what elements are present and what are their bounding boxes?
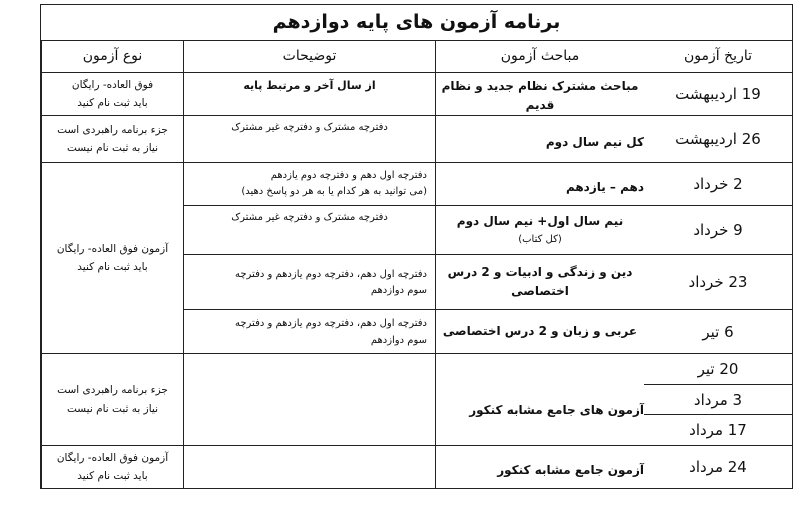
type-free3-line1: آزمون فوق العاده- رایگان (56, 451, 169, 464)
type-free-line2: باید ثبت نام کنید (77, 97, 148, 109)
row-8-date: 24 مرداد (689, 458, 747, 476)
row-5-topic-line2: اختصاصی (511, 284, 569, 298)
row-5-date: 23 خرداد (644, 255, 792, 310)
row-6-date: 6 تیر (644, 310, 792, 354)
row-2-date: 26 اردیبهشت (644, 116, 792, 163)
header-type: نوع آزمون (41, 40, 183, 73)
type-guide-line1: جزء برنامه راهبردی است (57, 123, 168, 136)
row-7-date-1: 20 تیر (644, 354, 792, 385)
exam-schedule-table (40, 4, 793, 489)
row-4-topic-main: نیم سال اول+ نیم سال دوم (456, 214, 624, 229)
row-8-topic: آزمون جامع مشابه کنکور (435, 446, 644, 488)
row-6-topic: عربی و زبان و 2 درس اختصاصی (435, 310, 644, 354)
header-date: تاریخ آزمون (644, 40, 792, 73)
row-4-date: 9 خرداد (644, 206, 792, 255)
row-2-type (41, 116, 183, 163)
row-5-description-line1: دفترچه اول دهم، دفترچه دوم یازدهم و دفترچه (234, 268, 427, 280)
row-3-date: 2 خرداد (644, 163, 792, 206)
rows-3-6-type (41, 163, 183, 354)
table-title: برنامه آزمون های پایه دوازدهم (41, 5, 792, 41)
row-6-description-line1: دفترچه اول دهم، دفترچه دوم یازدهم و دفترچه (234, 318, 427, 329)
row-7-topic: آزمون های جامع مشابه کنکور (435, 354, 644, 446)
row-8-description (183, 446, 435, 488)
row-5-topic-line1: دین و زندگی و ادبیات و 2 درس (447, 264, 633, 279)
row-7-type (41, 354, 183, 446)
row-5-description-line2: سوم دوازدهم (370, 285, 427, 296)
row-3-topic: دهم – یازدهم (435, 163, 644, 206)
type-free3-line2: باید ثبت نام کنید (77, 470, 148, 482)
type-free2-line2: باید ثبت نام کنید (77, 261, 148, 273)
row-1-date: 19 اردیبهشت (644, 73, 792, 116)
row-6-description-line2: سوم دوازدهم (370, 334, 427, 346)
type-free2-line1: آزمون فوق العاده- رایگان (56, 242, 169, 255)
row-3-description-line1: دفترچه اول دهم و دفترچه دوم یازدهم (270, 169, 427, 181)
row-7-description (183, 354, 435, 446)
header-description: توضیحات (183, 40, 435, 73)
row-1-description: از سال آخر و مرتبط پایه (183, 73, 435, 116)
row-6-description (183, 310, 435, 354)
type-free-line1: فوق العاده- رایگان (71, 78, 154, 91)
type-guide2-line1: جزء برنامه راهبردی است (57, 384, 168, 397)
row-3-description (183, 163, 435, 206)
row-2-topic: کل نیم سال دوم (435, 116, 644, 163)
row-1-type (41, 73, 183, 116)
row-5-description (183, 255, 435, 310)
row-7-date-3: 17 مرداد (644, 415, 792, 446)
type-guide2-line2: نیاز به ثبت نام نیست (66, 402, 159, 415)
row-2-description: دفترچه مشترک و دفترچه غیر مشترک (183, 116, 435, 163)
row-3-description-line2: (می توانید به هر کدام یا به هر دو پاسخ دهید) (241, 186, 427, 197)
row-4-topic (435, 206, 644, 255)
row-4-description: دفترچه مشترک و دفترچه غیر مشترک (183, 206, 435, 255)
row-7-date-2: 3 مرداد (644, 385, 792, 415)
row-1-topic: مباحث مشترک نظام جدید و نظام قدیم (435, 73, 644, 116)
row-8-type (41, 446, 183, 488)
type-guide-line2: نیاز به ثبت نام نیست (66, 142, 159, 154)
header-topics: مباحث آزمون (435, 40, 644, 73)
row-5-topic (435, 255, 644, 310)
row-4-topic-sub: (کل کتاب) (518, 233, 562, 245)
